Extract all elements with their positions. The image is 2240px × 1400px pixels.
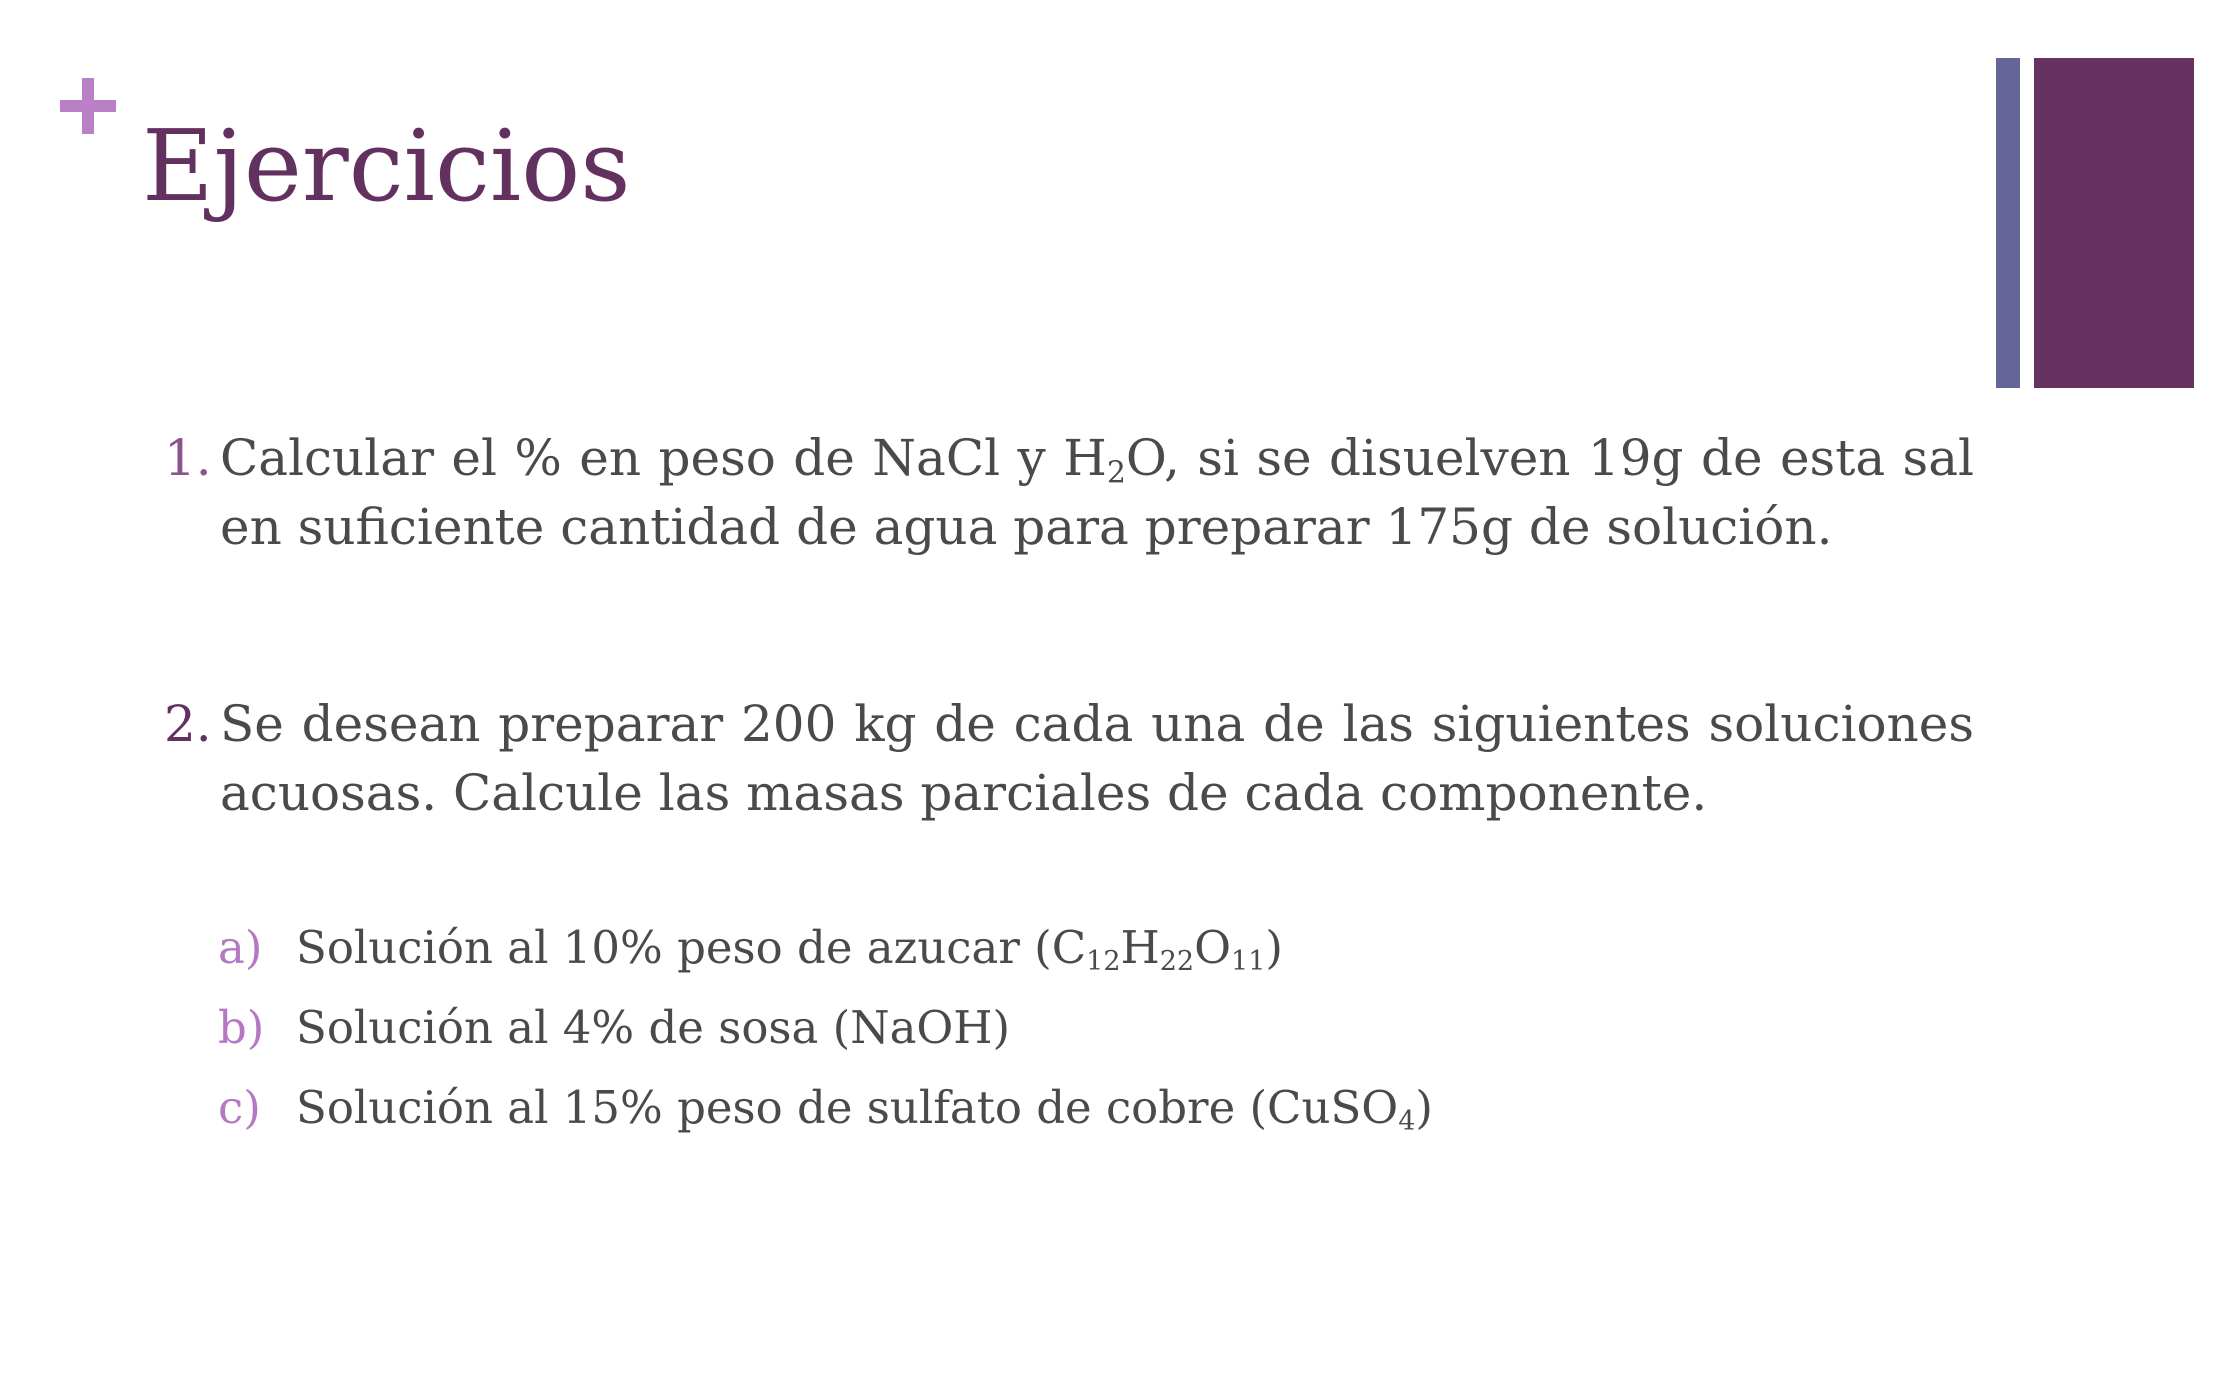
subitem-letter: c) bbox=[218, 1081, 261, 1134]
exercise-text: Calcular el % en peso de NaCl y $H_2O$, si se disuelven 19g de esta sal en suficiente cantidad de agua para preparar 175g de solución. bbox=[220, 429, 1975, 556]
slide-title: Ejercicios bbox=[142, 110, 631, 224]
subitem-text: Solución al 4% de sosa (NaOH) bbox=[296, 1001, 1011, 1054]
subitem-text: Solución al 10% peso de azucar $(C_{12}H_{22}O_{11})$ bbox=[296, 921, 1283, 977]
decorative-bar-thin bbox=[1996, 58, 2020, 388]
exercise-1 bbox=[164, 424, 1974, 562]
exercise-text: Se desean preparar 200 kg de cada una de las siguientes soluciones acuosas. Calcule las masas parciales de cada componente. bbox=[220, 695, 1974, 822]
subitem-letter: b) bbox=[218, 1001, 265, 1054]
subitem-b bbox=[218, 998, 1010, 1058]
exercise-2 bbox=[164, 690, 1974, 828]
exercise-number: 1. bbox=[164, 429, 212, 487]
subitem-a bbox=[218, 918, 1283, 978]
subitem-text: Solución al 15% peso de sulfato de cobre (CuSO$_4$) bbox=[296, 1081, 1433, 1137]
decorative-bar-wide bbox=[2034, 58, 2194, 388]
subitem-c bbox=[218, 1078, 1433, 1138]
plus-icon bbox=[60, 78, 116, 134]
exercise-number: 2. bbox=[164, 695, 212, 753]
subitem-letter: a) bbox=[218, 921, 263, 974]
